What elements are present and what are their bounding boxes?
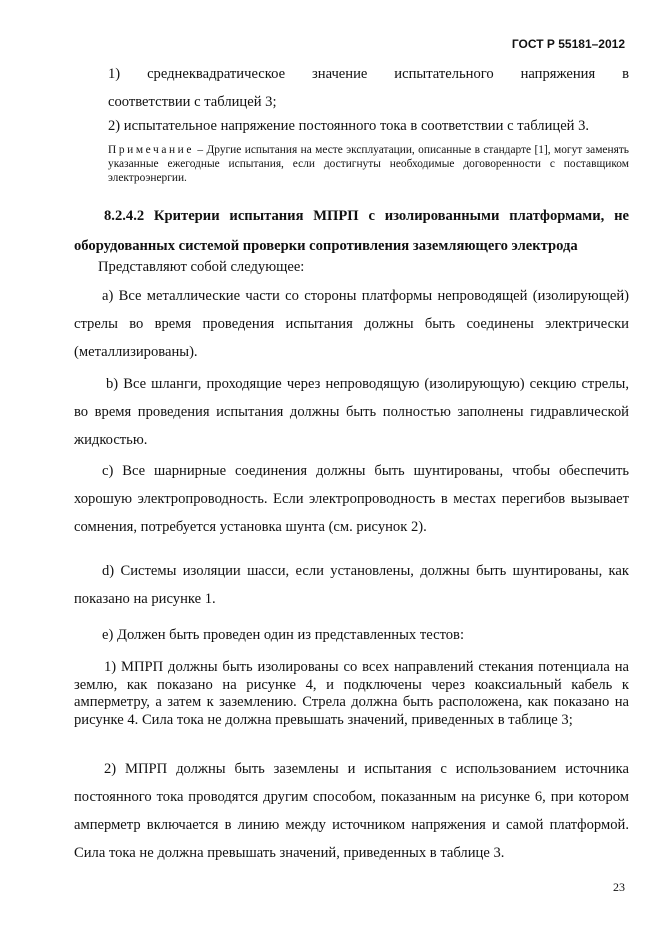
section-intro: Представляют собой следующее:: [98, 259, 305, 275]
list-item-1-line-2: соответствии с таблицей 3;: [108, 94, 277, 110]
item-e-2: 2) МПРП должны быть заземлены и испытания с использованием источника постоянного тока проводятся другим способом, показанным на рисунке 6, при котором амперметр включается в линию между источником напряжения и самой платформой. Сила тока не должна превышать значений, приведенных в таблице 3.: [74, 761, 629, 861]
item-c: с) Все шарнирные соединения должны быть шунтированы, чтобы обеспечить хорошую электропроводность. Если электропроводность в местах перегибов вызывает сомнения, потребуется установка шунта (см. рисунок 2).: [74, 463, 629, 535]
item-e-1: 1) МПРП должны быть изолированы со всех направлений стекания потенциала на землю, как показано на рисунке 4, и подключены через коаксиальный кабель к амперметру, а затем к заземлению. Стрела должна быть расположена, как показано на рисунке 4. Сила тока не должна превышать значений, приведенных в таблице 3;: [74, 659, 629, 728]
note-text: – Другие испытания на месте эксплуатации, описанные в стандарте [1], могут заменять указанные ежегодные испытания, если достигнуты необходимые договоренности с поставщиком электроэнергии.: [108, 144, 629, 184]
note: [108, 143, 629, 185]
item-a: а) Все металлические части со стороны платформы непроводящей (изолирующей) стрелы во время проведения испытания должны быть соединены электрически (металлизированы).: [74, 288, 629, 360]
note-label: Примечание: [108, 144, 195, 156]
item-b: b) Все шланги, проходящие через непроводящую (изолирующую) секцию стрелы, во время проведения испытания должны быть полностью заполнены гидравлической жидкостью.: [74, 376, 629, 448]
list-item-2: 2) испытательное напряжение постоянного тока в соответствии с таблицей 3.: [108, 118, 590, 134]
item-e: е) Должен быть проведен один из представленных тестов:: [102, 627, 464, 643]
list-item-1-line-1: 1) среднеквадратическое значение испытательного напряжения в: [108, 66, 629, 82]
section-heading: 8.2.4.2 Критерии испытания МПРП с изолированными платформами, не оборудованных системой проверки сопротивления заземляющего электрода: [74, 208, 629, 254]
page-number: 23: [613, 880, 625, 894]
item-d: d) Системы изоляции шасси, если установлены, должны быть шунтированы, как показано на рисунке 1.: [74, 563, 629, 607]
document-code: ГОСТ Р 55181–2012: [511, 37, 625, 51]
